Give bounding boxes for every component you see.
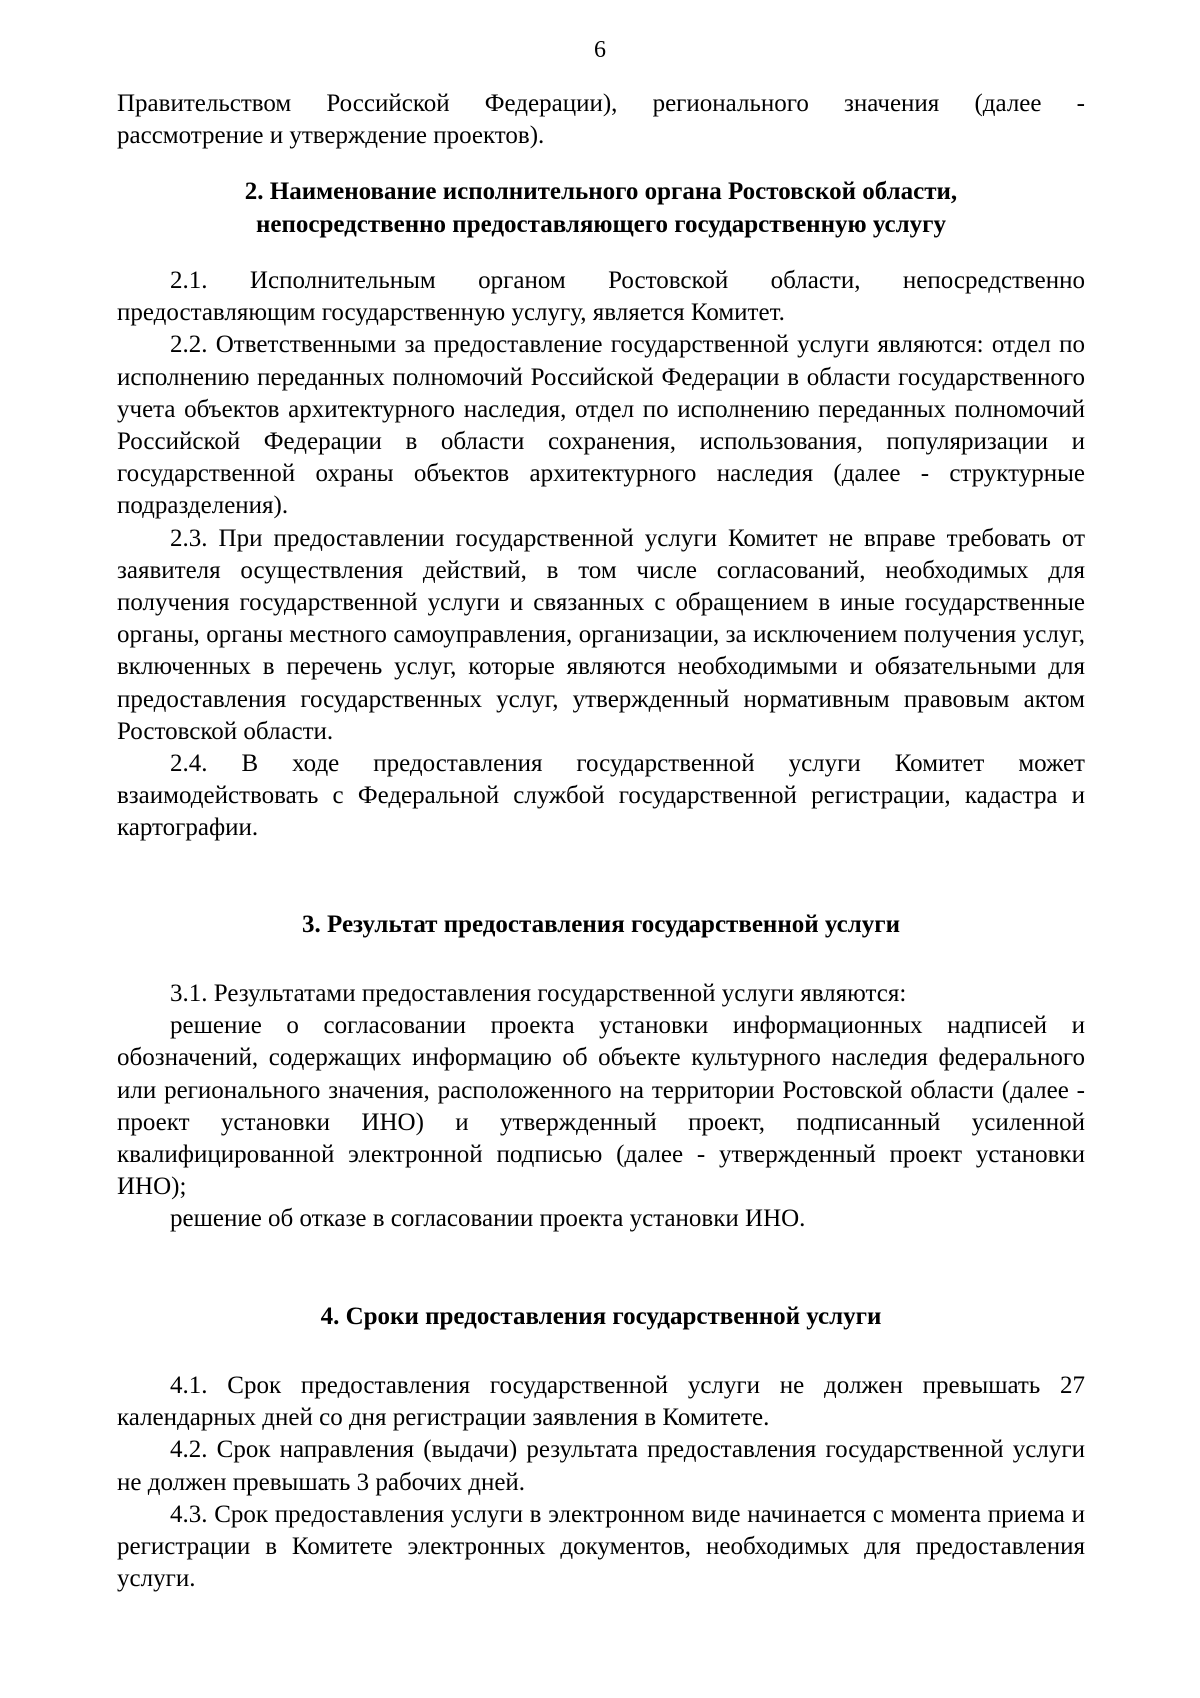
intro-paragraph [117,88,1085,152]
section-2-heading-line-2: непосредственно предоставляющего государственную услугу [255,211,947,238]
paragraph-4-3: 4.3. Срок предоставления услуги в электронном виде начинается с момента приема и регистрации в Комитете электронных документов, необходимых для предоставления услуги. [117,1500,1085,1593]
paragraph-4-1: 4.1. Срок предоставления государственной услуги не должен превышать 27 календарных дней со дня регистрации заявления в Комитете. [117,1372,1085,1432]
paragraph-2-3: 2.3. При предоставлении государственной услуги Комитет не вправе требовать от заявителя осуществления действий, в том числе согласований, необходимых для получения государственной услуги и связанных с обращением в иные государственные органы, органы местного самоуправления, организации, за исключением получения услуг, включенных в перечень услуг, которые являются необходимыми и обязательными для предоставления государственных услуг, утвержденный нормативным правовым актом Ростовской области. [117,524,1085,745]
paragraph-2-1: 2.1. Исполнительным органом Ростовской области, непосредственно предоставляющим государственную услугу, является Комитет. [117,267,1085,327]
paragraph-2-2: 2.2. Ответственными за предоставление государственной услуги являются: отдел по исполнению переданных полномочий Российской Федерации в области государственного учета объектов архитектурного наследия, отдел по исполнению переданных полномочий Российской Федерации в области сохранения, использования, популяризации и государственной охраны объектов архитектурного наследия (далее - структурные подразделения). [117,331,1085,520]
section-4-body [117,1370,1085,1595]
intro-line-1: Правительством Российской Федерации), регионального значения (далее - [117,90,1085,117]
page-number: 6 [594,37,606,63]
section-2-heading-line-1: 2. Наименование исполнительного органа Ростовской области, [244,178,958,205]
section-2-heading [117,175,1085,241]
section-3-body [117,978,1085,1236]
section-3-heading: 3. Результат предоставления государственной услуги [302,911,900,938]
paragraph-3-decision-refuse: решение об отказе в согласовании проекта установки ИНО. [170,1205,806,1233]
paragraph-2-4: 2.4. В ходе предоставления государственной услуги Комитет может взаимодействовать с Федеральной службой государственной регистрации, кадастра и картографии. [117,750,1085,842]
section-4-heading: 4. Сроки предоставления государственной услуги [320,1303,882,1330]
paragraph-3-1: 3.1. Результатами предоставления государственной услуги являются: [170,980,907,1007]
paragraph-4-2: 4.2. Срок направления (выдачи) результата предоставления государственной услуги не должен превышать 3 рабочих дней. [117,1436,1085,1496]
section-2-body [117,265,1085,845]
paragraph-3-decision-approve: решение о согласовании проекта установки информационных надписей и обозначений, содержащих информацию об объекте культурного наследия федерального или регионального значения, расположенного на территории Ростовской области (далее - проект установки ИНО) и утвержденный проект, подписанный усиленной квалифицированной электронной подписью (далее - утвержденный проект установки ИНО); [117,1012,1085,1201]
intro-line-2: рассмотрение и утверждение проектов). [117,122,545,150]
